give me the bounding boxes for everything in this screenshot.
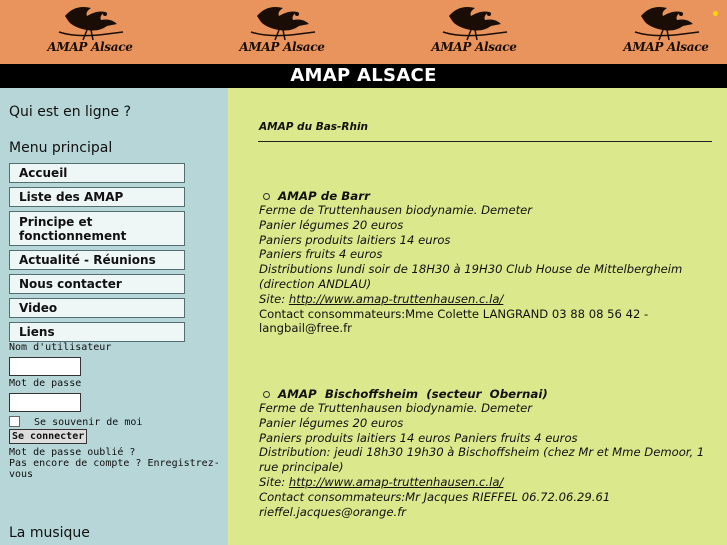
site-title: AMAP ALSACE bbox=[290, 65, 437, 86]
main-menu bbox=[9, 163, 185, 346]
entry-line: Paniers fruits 4 euros bbox=[259, 247, 383, 262]
section-title: AMAP du Bas-Rhin bbox=[259, 121, 369, 133]
username-label: Nom d'utilisateur bbox=[9, 342, 112, 353]
logo-text: AMAP Alsace bbox=[431, 40, 517, 54]
entry-line: Ferme de Truttenhausen biodynamie. Demeter bbox=[259, 203, 533, 217]
logo-text: AMAP Alsace bbox=[47, 40, 133, 54]
stork-icon bbox=[57, 2, 127, 42]
header-banner bbox=[0, 0, 727, 64]
stork-icon bbox=[249, 2, 319, 42]
amap-logo bbox=[227, 2, 337, 62]
entry-line: Paniers produits laitiers 14 euros Paniers fruits 4 euros bbox=[259, 430, 578, 445]
login-form bbox=[9, 342, 231, 480]
entry-name: AMAP de Barr bbox=[278, 189, 370, 203]
amap-logo bbox=[611, 2, 721, 62]
entry-line: Distributions lundi soir de 18H30 à 19H30 Club House de Mittelbergheim (direction ANDLAU) bbox=[259, 262, 683, 291]
bullet-icon bbox=[263, 193, 270, 200]
register-prefix: Pas encore de compte ? bbox=[9, 457, 142, 469]
logo-text: AMAP Alsace bbox=[239, 40, 325, 54]
menu-item-actualite[interactable]: Actualité - Réunions bbox=[9, 250, 185, 270]
login-button[interactable]: Se connecter bbox=[9, 429, 87, 444]
password-input[interactable] bbox=[9, 393, 81, 412]
entry-line: Paniers produits laitiers 14 euros bbox=[259, 232, 451, 247]
stork-icon bbox=[441, 2, 511, 42]
register-link[interactable]: Enregistrez-vous bbox=[9, 457, 220, 480]
entry-line: Distribution: jeudi 18h30 19h30 à Bischoffsheim (chez Mr et Mme Demoor, 1 rue principale) bbox=[259, 445, 705, 475]
contact-line: Contact consommateurs:Mme Colette LANGRAND 03 88 08 56 42 - langbail@free.fr bbox=[259, 306, 649, 336]
sidebar bbox=[0, 88, 228, 545]
menu-item-liste-amap[interactable]: Liste des AMAP bbox=[9, 187, 185, 207]
username-input[interactable] bbox=[9, 357, 81, 376]
amap-entry bbox=[259, 387, 717, 519]
entry-line: Panier légumes 20 euros bbox=[259, 217, 404, 232]
menu-item-liens[interactable]: Liens bbox=[9, 322, 185, 342]
stork-icon bbox=[633, 2, 703, 42]
main-menu-heading: Menu principal bbox=[9, 140, 113, 156]
entry-line: Panier légumes 20 euros bbox=[259, 415, 404, 430]
section-divider bbox=[258, 141, 712, 142]
forgot-password-link[interactable]: Mot de passe oublié ? bbox=[9, 446, 136, 458]
decorative-dot bbox=[713, 11, 718, 16]
site-label: Site: bbox=[259, 291, 286, 306]
remember-label: Se souvenir de moi bbox=[34, 416, 143, 428]
amap-entry bbox=[259, 189, 717, 336]
menu-item-contact[interactable]: Nous contacter bbox=[9, 274, 185, 294]
menu-item-accueil[interactable]: Accueil bbox=[9, 163, 185, 183]
entry-line: Ferme de Truttenhausen biodynamie. Demeter bbox=[259, 401, 533, 415]
contact-email[interactable]: rieffel.jacques@orange.fr bbox=[259, 504, 407, 519]
password-label: Mot de passe bbox=[9, 378, 82, 389]
site-link[interactable]: http://www.amap-truttenhausen.c.la/ bbox=[288, 474, 504, 489]
contact-line: Contact consommateurs:Mr Jacques RIEFFEL 06.72.06.29.61 bbox=[259, 489, 611, 504]
site-link[interactable]: http://www.amap-truttenhausen.c.la/ bbox=[288, 291, 504, 306]
amap-logo bbox=[35, 2, 145, 62]
remember-checkbox[interactable] bbox=[9, 416, 20, 427]
site-title-bar bbox=[0, 64, 727, 88]
entry-name: AMAP Bischoffsheim (secteur Obernai) bbox=[278, 387, 548, 401]
bullet-icon bbox=[263, 391, 270, 398]
amap-logo bbox=[419, 2, 529, 62]
music-heading: La musique bbox=[9, 525, 90, 541]
site-label: Site: bbox=[259, 474, 286, 489]
menu-item-principe[interactable]: Principe et fonctionnement bbox=[9, 211, 185, 246]
who-online-heading: Qui est en ligne ? bbox=[9, 104, 132, 120]
menu-item-video[interactable]: Video bbox=[9, 298, 185, 318]
logo-text: AMAP Alsace bbox=[623, 40, 709, 54]
